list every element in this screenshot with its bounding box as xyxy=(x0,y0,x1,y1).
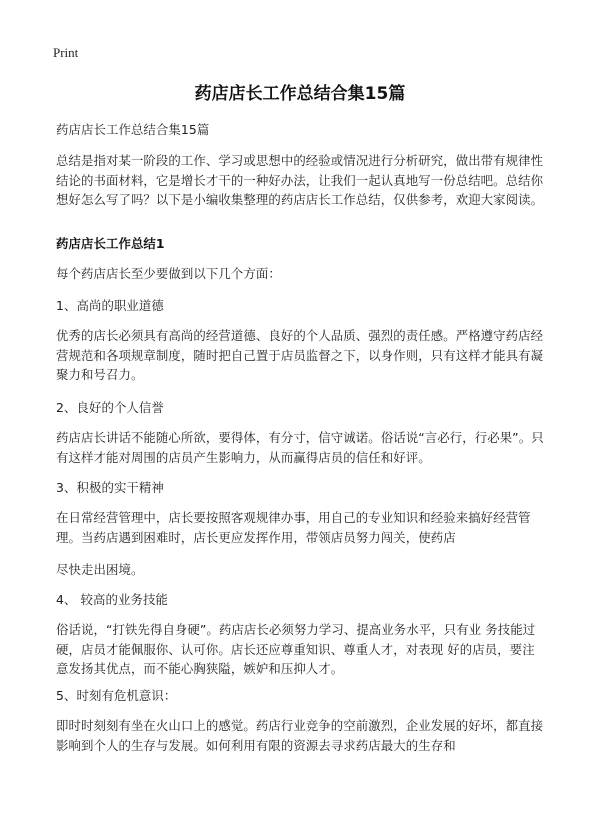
intro-paragraph: 总结是指对某一阶段的工作、学习或思想中的经验或情况进行分析研究，做出带有规律性结论的书面材料，它是增长才干的一种好办法，让我们一起认真地写一份总结吧。总结你想好怎么写了吗？以下是小编收集整理的药店店长工作总结，仅供参考，欢迎大家阅读。 xyxy=(56,153,544,207)
item-2-body: 药店店长讲话不能随心所欲，要得体，有分寸，信守诚诺。俗话说“言必行，行必果”。只有这样才能对周围的店员产生影响力，从而赢得店员的信任和好评。 xyxy=(56,430,544,465)
page-title: 药店店长工作总结合集15篇 xyxy=(194,84,406,104)
item-1-heading: 1、高尚的职业道德 xyxy=(56,298,164,313)
item-1-body: 优秀的店长必须具有高尚的经营道德、良好的个人品质、强烈的责任感。严格遵守药店经营规范和各项规章制度，随时把自己置于店员监督之下，以身作则，只有这样才能具有凝聚力和号召力。 xyxy=(56,328,544,382)
section-heading: 药店店长工作总结1 xyxy=(56,236,165,251)
item-3-body: 在日常经营管理中，店长要按照客观规律办事，用自己的专业知识和经验来搞好经营管理。当药店遇到困难时，店长更应发挥作用，带领店员努力闯关，使药店 xyxy=(56,510,531,545)
item-5-heading: 5、时刻有危机意识： xyxy=(56,688,177,703)
subtitle: 药店店长工作总结合集15篇 xyxy=(56,122,210,137)
item-3-body-continued: 尽快走出困境。 xyxy=(56,562,144,577)
lead-paragraph: 每个药店店长至少要做到以下几个方面： xyxy=(56,266,281,281)
item-4-body: 俗话说，“打铁先得自身硬”。药店店长必须努力学习、提高业务水平，只有业 务技能过硬，店员才能佩服你、认可你。店长还应尊重知识、尊重人才，对表现 好的店员，要注意发扬其优点，而不能心胸狭隘，嫉妒和压抑人才。 xyxy=(56,622,536,676)
item-3-heading: 3、积极的实干精神 xyxy=(56,480,164,495)
item-4-heading: 4、 较高的业务技能 xyxy=(56,592,168,607)
print-link[interactable]: Print xyxy=(53,45,79,60)
item-5-body: 即时时刻刻有坐在火山口上的感觉。药店行业竞争的空前激烈，企业发展的好坏，都直接影响到个人的生存与发展。如何利用有限的资源去寻求药店最大的生存和 xyxy=(56,718,544,753)
item-2-heading: 2、良好的个人信誉 xyxy=(56,400,164,415)
